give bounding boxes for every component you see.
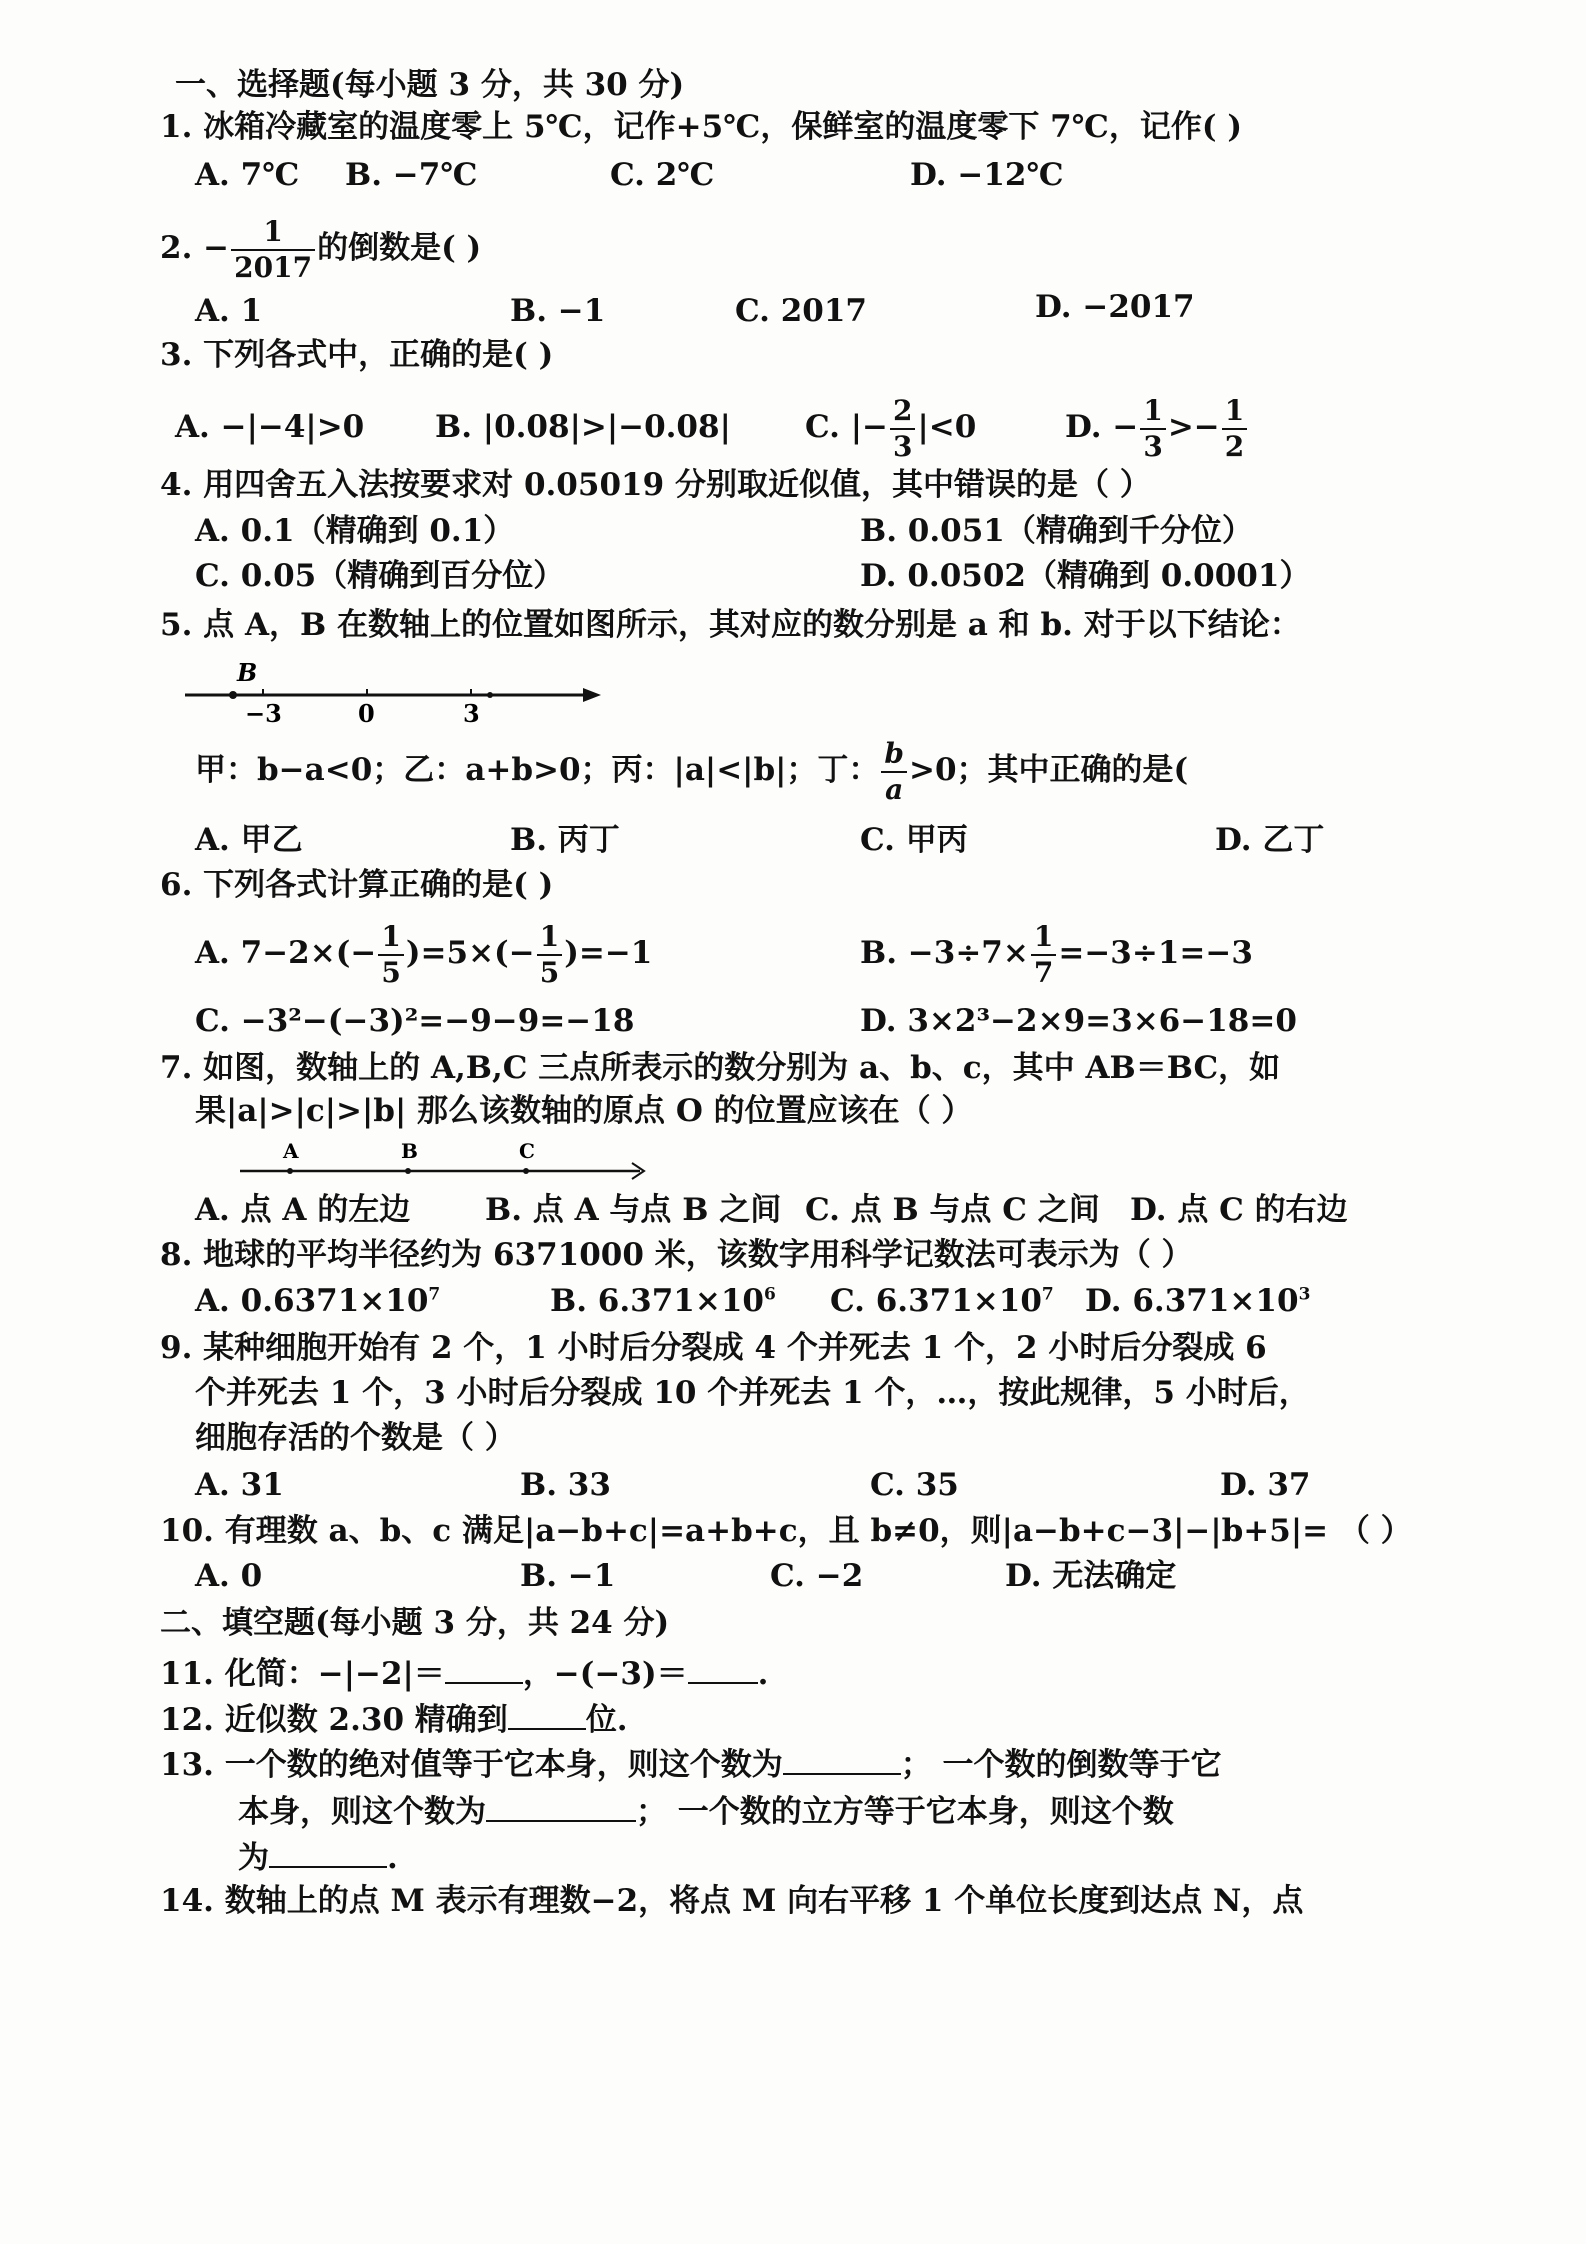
- q7-point-b: [405, 1168, 411, 1174]
- section-title-fill-in: 二、填空题(每小题 3 分，共 24 分): [160, 1605, 670, 1641]
- q7-point-a: [287, 1168, 293, 1174]
- q8-a-base: A. 0.6371×10: [195, 1283, 429, 1319]
- q11-middle: ，−(−3)＝: [522, 1656, 688, 1692]
- q3-c-numerator: 2: [890, 397, 915, 430]
- q3-d-numerator-1: 1: [1140, 397, 1165, 430]
- q1-option-b: B. −7℃: [345, 157, 478, 193]
- q7-option-c: C. 点 B 与点 C 之间: [805, 1192, 1100, 1228]
- q3-d-middle: >−: [1167, 409, 1220, 445]
- q3-d-numerator-2: 1: [1222, 397, 1247, 430]
- q2-option-b: B. −1: [510, 293, 606, 329]
- q2-sign: −: [203, 230, 230, 266]
- q1-option-d: D. −12℃: [910, 157, 1064, 193]
- q11-suffix: .: [757, 1656, 769, 1692]
- q3-option-d: [1065, 392, 1249, 462]
- question-2: [160, 208, 481, 288]
- q3-option-a: A. −|−4|>0: [175, 409, 365, 445]
- q8-d-base: D. 6.371×10: [1085, 1283, 1299, 1319]
- q2-frac-numerator: 1: [231, 218, 315, 251]
- q7-point-c: [523, 1168, 529, 1174]
- q7-option-b: B. 点 A 与点 B 之间: [485, 1192, 782, 1228]
- q4-option-c: C. 0.05（精确到百分位）: [195, 558, 565, 594]
- q3-c-suffix: |<0: [917, 409, 977, 445]
- q8-option-b: [550, 1283, 776, 1319]
- q8-d-exponent: 3: [1298, 1284, 1311, 1305]
- q2-option-d: D. −2017: [1035, 289, 1195, 325]
- q9-option-c: C. 35: [870, 1467, 959, 1503]
- question-6-text: 6. 下列各式计算正确的是( ): [160, 867, 554, 903]
- q6-b-denominator: 7: [1033, 955, 1054, 989]
- q13-answer-blank-2[interactable]: [486, 1792, 636, 1822]
- q8-b-exponent: 6: [763, 1284, 776, 1305]
- q5-tick-label-0: 0: [358, 699, 375, 725]
- q10-option-d: D. 无法确定: [1005, 1558, 1177, 1594]
- q2-option-c: C. 2017: [735, 293, 867, 329]
- q12-suffix: 位.: [585, 1702, 628, 1738]
- q3-option-c: [805, 392, 976, 462]
- q10-option-c: C. −2: [770, 1558, 864, 1594]
- q2-number: 2.: [160, 230, 193, 266]
- q5-frac-denominator: a: [885, 772, 904, 806]
- q8-option-d: [1085, 1283, 1311, 1319]
- q5-statements-suffix: >0；其中正确的是(: [908, 752, 1189, 788]
- section-title-multiple-choice: 一、选择题(每小题 3 分，共 30 分): [175, 67, 685, 103]
- q10-option-b: B. −1: [520, 1558, 616, 1594]
- q5-statements-prefix: 甲：b−a<0；乙：a+b>0；丙：|a|<|b|；丁：: [195, 752, 880, 788]
- q4-option-b: B. 0.051（精确到千分位）: [860, 513, 1253, 549]
- q8-option-a: [195, 1283, 441, 1319]
- q8-option-c: [830, 1283, 1054, 1319]
- q7-number-line: [240, 1138, 660, 1183]
- q5-point-b: [229, 691, 237, 699]
- q6-b-fraction: [1031, 919, 1056, 989]
- question-1-text: 1. 冰箱冷藏室的温度零上 5℃，记作+5℃，保鲜室的温度零下 7℃，记作( ): [160, 109, 1242, 145]
- q6-a-suffix: )=−1: [564, 935, 653, 971]
- q13-line2-suffix: ； 一个数的立方等于它本身，则这个数: [636, 1794, 1174, 1830]
- q1-option-c: C. 2℃: [610, 157, 715, 193]
- q9-option-a: A. 31: [195, 1467, 284, 1503]
- q13-answer-blank-1[interactable]: [783, 1745, 901, 1775]
- q5-tick-label-neg3: −3: [245, 699, 282, 725]
- q3-option-b: B. |0.08|>|−0.08|: [435, 409, 731, 445]
- q5-option-d: D. 乙丁: [1215, 822, 1325, 858]
- q4-option-a: A. 0.1（精确到 0.1）: [195, 513, 515, 549]
- q8-c-exponent: 7: [1041, 1284, 1054, 1305]
- q8-c-base: C. 6.371×10: [830, 1283, 1042, 1319]
- q5-point-a: [487, 692, 493, 698]
- q3-c-denominator: 3: [892, 429, 913, 463]
- q1-option-a: A. 7℃: [195, 157, 300, 193]
- q6-option-b: [860, 918, 1253, 988]
- question-8-text: 8. 地球的平均半径约为 6371000 米，该数字用科学记数法可表示为（ ）: [160, 1237, 1193, 1273]
- q6-b-prefix: B. −3÷7×: [860, 935, 1029, 971]
- q13-line3-suffix: .: [387, 1840, 398, 1876]
- question-12: [160, 1700, 628, 1736]
- q6-option-d: D. 3×2³−2×9=3×6−18=0: [860, 1003, 1297, 1039]
- q3-d-denominator-1: 3: [1143, 429, 1163, 463]
- q6-a-numerator-2: 1: [537, 923, 562, 956]
- q5-axis-arrow: [583, 688, 601, 702]
- question-13-line-3: [238, 1838, 398, 1874]
- q5-number-line: [175, 655, 615, 725]
- q6-a-denominator-1: 5: [381, 955, 401, 989]
- q5-b-over-a: [881, 736, 907, 806]
- q3-d-fraction-1: [1140, 393, 1165, 463]
- q2-option-a: A. 1: [195, 293, 263, 329]
- question-13-line-2: [238, 1792, 1174, 1828]
- q5-option-c: C. 甲丙: [860, 822, 968, 858]
- question-9-line-1: 9. 某种细胞开始有 2 个，1 小时后分裂成 4 个并死去 1 个，2 小时后分裂成 6: [160, 1330, 1267, 1366]
- q3-d-prefix: D. −: [1065, 409, 1139, 445]
- q9-option-d: D. 37: [1220, 1467, 1311, 1503]
- question-5-text: 5. 点 A，B 在数轴上的位置如图所示，其对应的数分别是 a 和 b. 对于以下结论：: [160, 607, 1301, 643]
- q5-option-a: A. 甲乙: [195, 822, 303, 858]
- question-10-text: 10. 有理数 a、b、c 满足|a−b+c|=a+b+c，且 b≠0，则|a−b+c−3|−|b+5|= （ ）: [160, 1513, 1412, 1549]
- question-14-text: 14. 数轴上的点 M 表示有理数−2，将点 M 向右平移 1 个单位长度到达点 N，点: [160, 1883, 1304, 1919]
- question-7-line-1: 7. 如图，数轴上的 A,B,C 三点所表示的数分别为 a、b、c，其中 AB＝BC，如: [160, 1050, 1281, 1086]
- q6-option-a: [195, 918, 652, 988]
- q8-b-base: B. 6.371×10: [550, 1283, 764, 1319]
- q5-frac-numerator: b: [881, 740, 907, 773]
- q3-c-fraction: [890, 393, 915, 463]
- q6-a-prefix: A. 7−2×(−: [195, 935, 377, 971]
- q12-answer-blank[interactable]: [508, 1700, 586, 1730]
- q5-point-b-label: B: [237, 658, 258, 687]
- q9-option-b: B. 33: [520, 1467, 611, 1503]
- q10-option-a: A. 0: [195, 1558, 263, 1594]
- question-9-line-3: 细胞存活的个数是（ ）: [195, 1420, 516, 1456]
- question-9-line-2: 个并死去 1 个，3 小时后分裂成 10 个并死去 1 个，…，按此规律，5 小时后，: [195, 1375, 1310, 1411]
- q4-option-d: D. 0.0502（精确到 0.0001）: [860, 558, 1311, 594]
- q6-a-fraction-2: [537, 919, 562, 989]
- question-11: [160, 1654, 768, 1690]
- question-4-text: 4. 用四舍五入法按要求对 0.05019 分别取近似值，其中错误的是（ ）: [160, 467, 1151, 503]
- q6-a-numerator-1: 1: [378, 923, 403, 956]
- q6-a-fraction-1: [378, 919, 403, 989]
- q3-d-fraction-2: [1222, 393, 1247, 463]
- q7-option-d: D. 点 C 的右边: [1130, 1192, 1348, 1228]
- q3-c-prefix: C. |−: [805, 409, 888, 445]
- question-13-line-1: [160, 1745, 1222, 1781]
- q2-frac-denominator: 2017: [234, 250, 313, 284]
- q11-answer-blank-2[interactable]: [688, 1654, 758, 1684]
- question-7-line-2: 果|a|>|c|>|b| 那么该数轴的原点 O 的位置应该在（ ）: [195, 1093, 973, 1129]
- q3-d-denominator-2: 2: [1224, 429, 1245, 463]
- q7-option-a: A. 点 A 的左边: [195, 1192, 411, 1228]
- question-3-text: 3. 下列各式中，正确的是( ): [160, 337, 554, 373]
- q13-line1-prefix: 13. 一个数的绝对值等于它本身，则这个数为: [160, 1747, 783, 1783]
- q6-b-numerator: 1: [1031, 923, 1056, 956]
- q5-option-b: B. 丙丁: [510, 822, 620, 858]
- q7-label-c: C: [519, 1139, 535, 1163]
- q11-answer-blank-1[interactable]: [445, 1654, 523, 1684]
- q2-tail: 的倒数是( ): [317, 230, 482, 266]
- q6-a-denominator-2: 5: [539, 955, 560, 989]
- q13-line1-suffix: ； 一个数的倒数等于它: [900, 1747, 1222, 1783]
- q5-statements: [195, 735, 1188, 805]
- q7-label-b: B: [401, 1139, 418, 1163]
- q6-option-c: C. −3²−(−3)²=−9−9=−18: [195, 1003, 635, 1039]
- q6-a-middle: )=5×(−: [405, 935, 535, 971]
- q13-answer-blank-3[interactable]: [269, 1838, 387, 1868]
- q2-fraction: [231, 214, 315, 284]
- q13-line2-prefix: 本身，则这个数为: [238, 1794, 486, 1830]
- q6-b-suffix: =−3÷1=−3: [1058, 935, 1253, 971]
- q8-a-exponent: 7: [428, 1284, 441, 1305]
- q7-label-a: A: [283, 1139, 299, 1163]
- q12-prefix: 12. 近似数 2.30 精确到: [160, 1702, 508, 1738]
- q11-prefix: 11. 化简：−|−2|＝: [160, 1656, 445, 1692]
- q13-line3-prefix: 为: [238, 1840, 269, 1876]
- q5-tick-label-3: 3: [463, 699, 480, 725]
